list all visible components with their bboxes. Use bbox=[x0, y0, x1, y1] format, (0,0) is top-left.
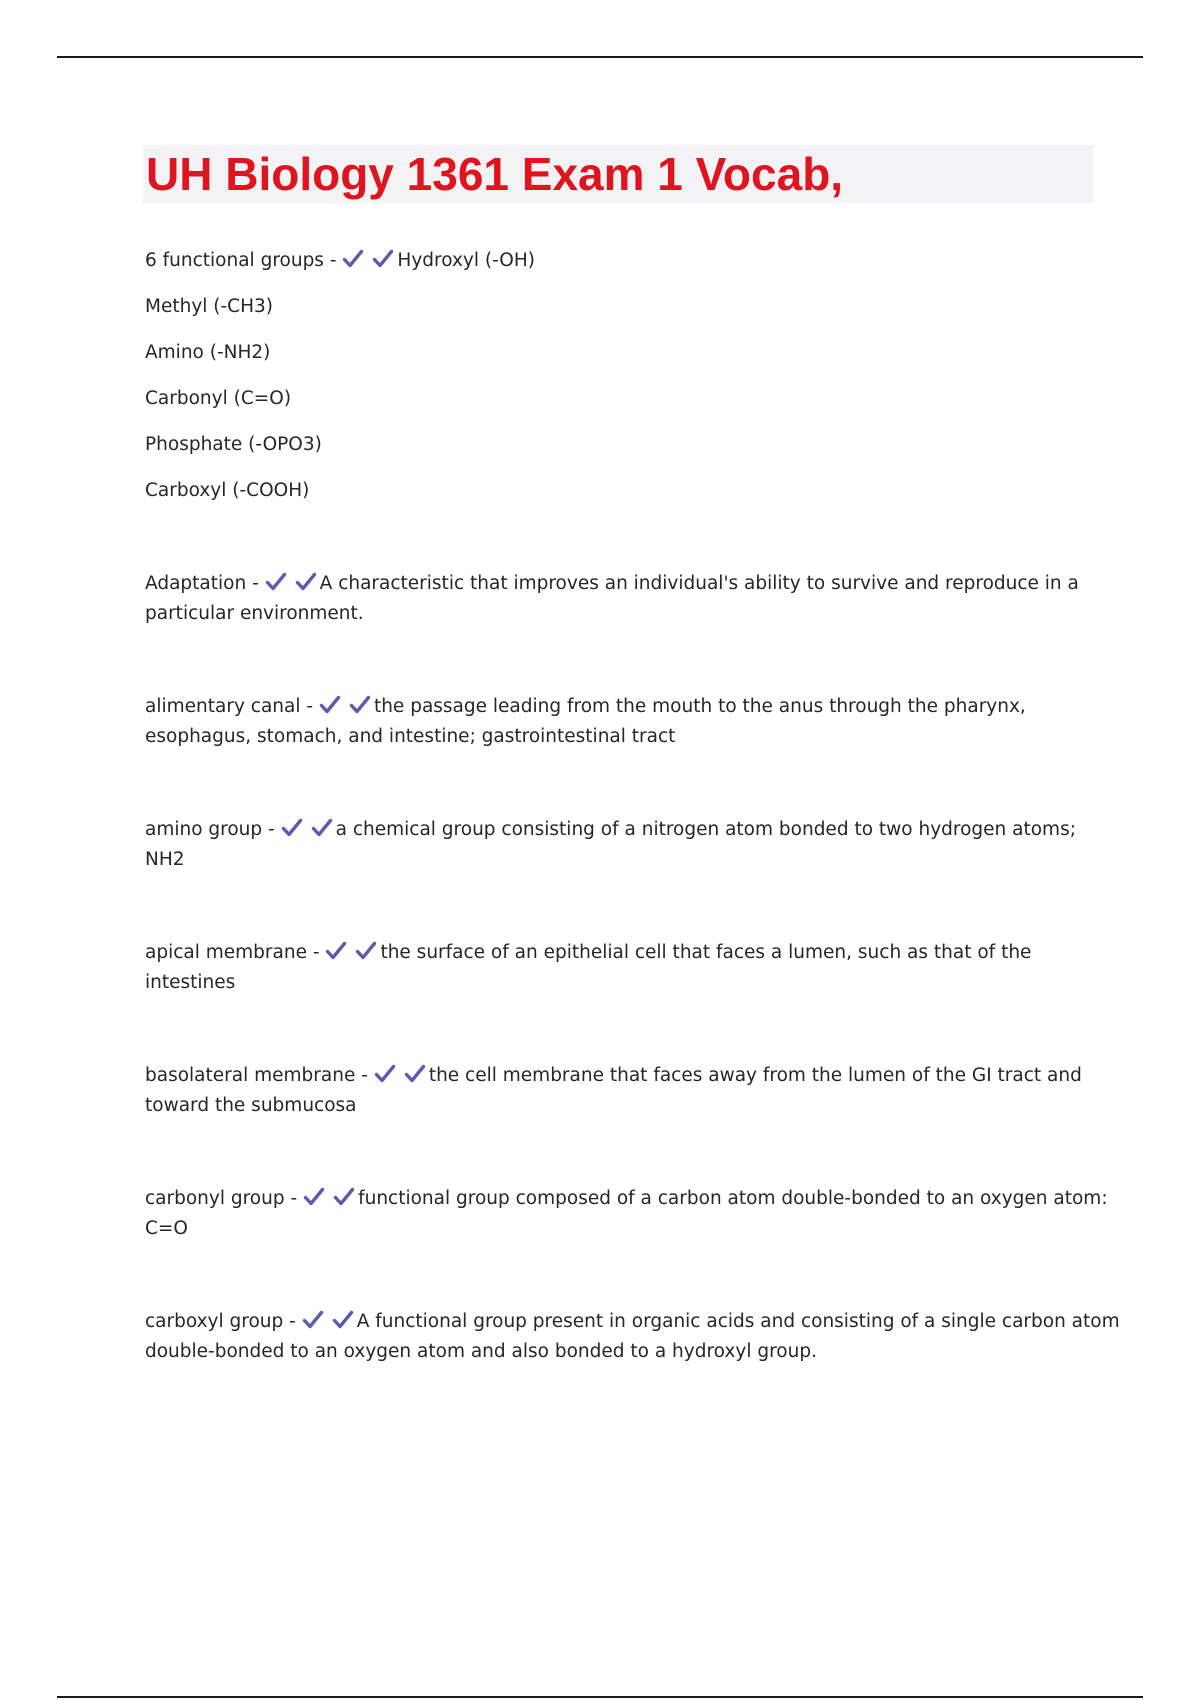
vocab-entry bbox=[145, 692, 1100, 752]
vocab-definition: functional group composed of a carbon atom double-bonded to an oxygen atom: bbox=[358, 1188, 1108, 1209]
vocab-definition: the cell membrane that faces away from the lumen of the GI tract and bbox=[428, 1065, 1082, 1086]
term-separator: - bbox=[306, 696, 314, 717]
check-icon bbox=[404, 1063, 426, 1085]
functional-group-item: Methyl (-CH3) bbox=[145, 296, 274, 317]
document-title: UH Biology 1361 Exam 1 Vocab, bbox=[146, 148, 844, 200]
functional-groups-entry bbox=[145, 246, 1100, 506]
check-icon bbox=[374, 1063, 396, 1085]
check-icon bbox=[311, 817, 333, 839]
check-icon bbox=[319, 694, 341, 716]
vocab-definition-continued: NH2 bbox=[145, 849, 185, 870]
term-separator: - bbox=[268, 819, 275, 840]
vocab-entry bbox=[145, 1307, 1120, 1367]
vocab-entry bbox=[145, 1184, 1108, 1244]
functional-group-item: Carboxyl (-COOH) bbox=[145, 480, 310, 501]
check-icon bbox=[295, 571, 317, 593]
check-icon bbox=[372, 248, 394, 270]
term-separator: - bbox=[252, 573, 259, 594]
vocab-entry bbox=[145, 815, 1100, 875]
check-icon bbox=[355, 940, 377, 962]
check-icon bbox=[303, 1186, 325, 1208]
term-separator: - bbox=[329, 250, 337, 271]
vocab-term: alimentary canal bbox=[145, 696, 301, 717]
check-icon bbox=[332, 1309, 354, 1331]
vocab-definition-continued: double-bonded to an oxygen atom and also bonded to a hydroxyl group. bbox=[145, 1341, 817, 1362]
term-separator: - bbox=[312, 942, 320, 963]
check-icon bbox=[333, 1186, 355, 1208]
vocab-definition: A characteristic that improves an individual's ability to survive and reproduce in a bbox=[319, 573, 1079, 594]
vocab-definition-continued: intestines bbox=[145, 972, 236, 993]
vocab-entry bbox=[145, 938, 1100, 998]
functional-groups-first-line bbox=[145, 246, 1100, 276]
vocab-definition-continued: C=O bbox=[145, 1218, 188, 1239]
vocab-list bbox=[145, 246, 1120, 1367]
vocab-term: carbonyl group bbox=[145, 1188, 285, 1209]
check-icon bbox=[342, 248, 364, 270]
vocab-term: basolateral membrane bbox=[145, 1065, 356, 1086]
vocab-definition: a chemical group consisting of a nitrogen atom bonded to two hydrogen atoms; bbox=[335, 819, 1076, 840]
check-icon bbox=[325, 940, 347, 962]
term-separator: - bbox=[290, 1188, 298, 1209]
functional-group-item: Phosphate (-OPO3) bbox=[145, 434, 322, 455]
vocab-definition: the passage leading from the mouth to the anus through the pharynx, bbox=[373, 696, 1026, 717]
top-rule bbox=[57, 56, 1143, 58]
vocab-entry bbox=[145, 569, 1100, 629]
vocab-definition-continued: esophagus, stomach, and intestine; gastrointestinal tract bbox=[145, 726, 676, 747]
check-icon bbox=[302, 1309, 324, 1331]
vocab-definition-continued: toward the submucosa bbox=[145, 1095, 357, 1116]
check-icon bbox=[265, 571, 287, 593]
term-separator: - bbox=[361, 1065, 368, 1086]
vocab-definition: Hydroxyl (-OH) bbox=[397, 250, 535, 271]
vocab-term: amino group bbox=[145, 819, 263, 840]
functional-group-item: Carbonyl (C=O) bbox=[145, 388, 292, 409]
term-separator: - bbox=[289, 1311, 296, 1332]
vocab-term: apical membrane bbox=[145, 942, 307, 963]
functional-group-item: Amino (-NH2) bbox=[145, 342, 271, 363]
check-icon bbox=[349, 694, 371, 716]
check-icon bbox=[281, 817, 303, 839]
bottom-rule bbox=[57, 1696, 1143, 1698]
vocab-definition-continued: particular environment. bbox=[145, 603, 364, 624]
vocab-term: Adaptation bbox=[145, 573, 247, 594]
vocab-term: 6 functional groups bbox=[145, 250, 324, 271]
vocab-definition: the surface of an epithelial cell that faces a lumen, such as that of the bbox=[380, 942, 1032, 963]
vocab-entry bbox=[145, 1061, 1100, 1121]
vocab-definition: A functional group present in organic acids and consisting of a single carbon atom bbox=[356, 1311, 1120, 1332]
vocab-term: carboxyl group bbox=[145, 1311, 284, 1332]
